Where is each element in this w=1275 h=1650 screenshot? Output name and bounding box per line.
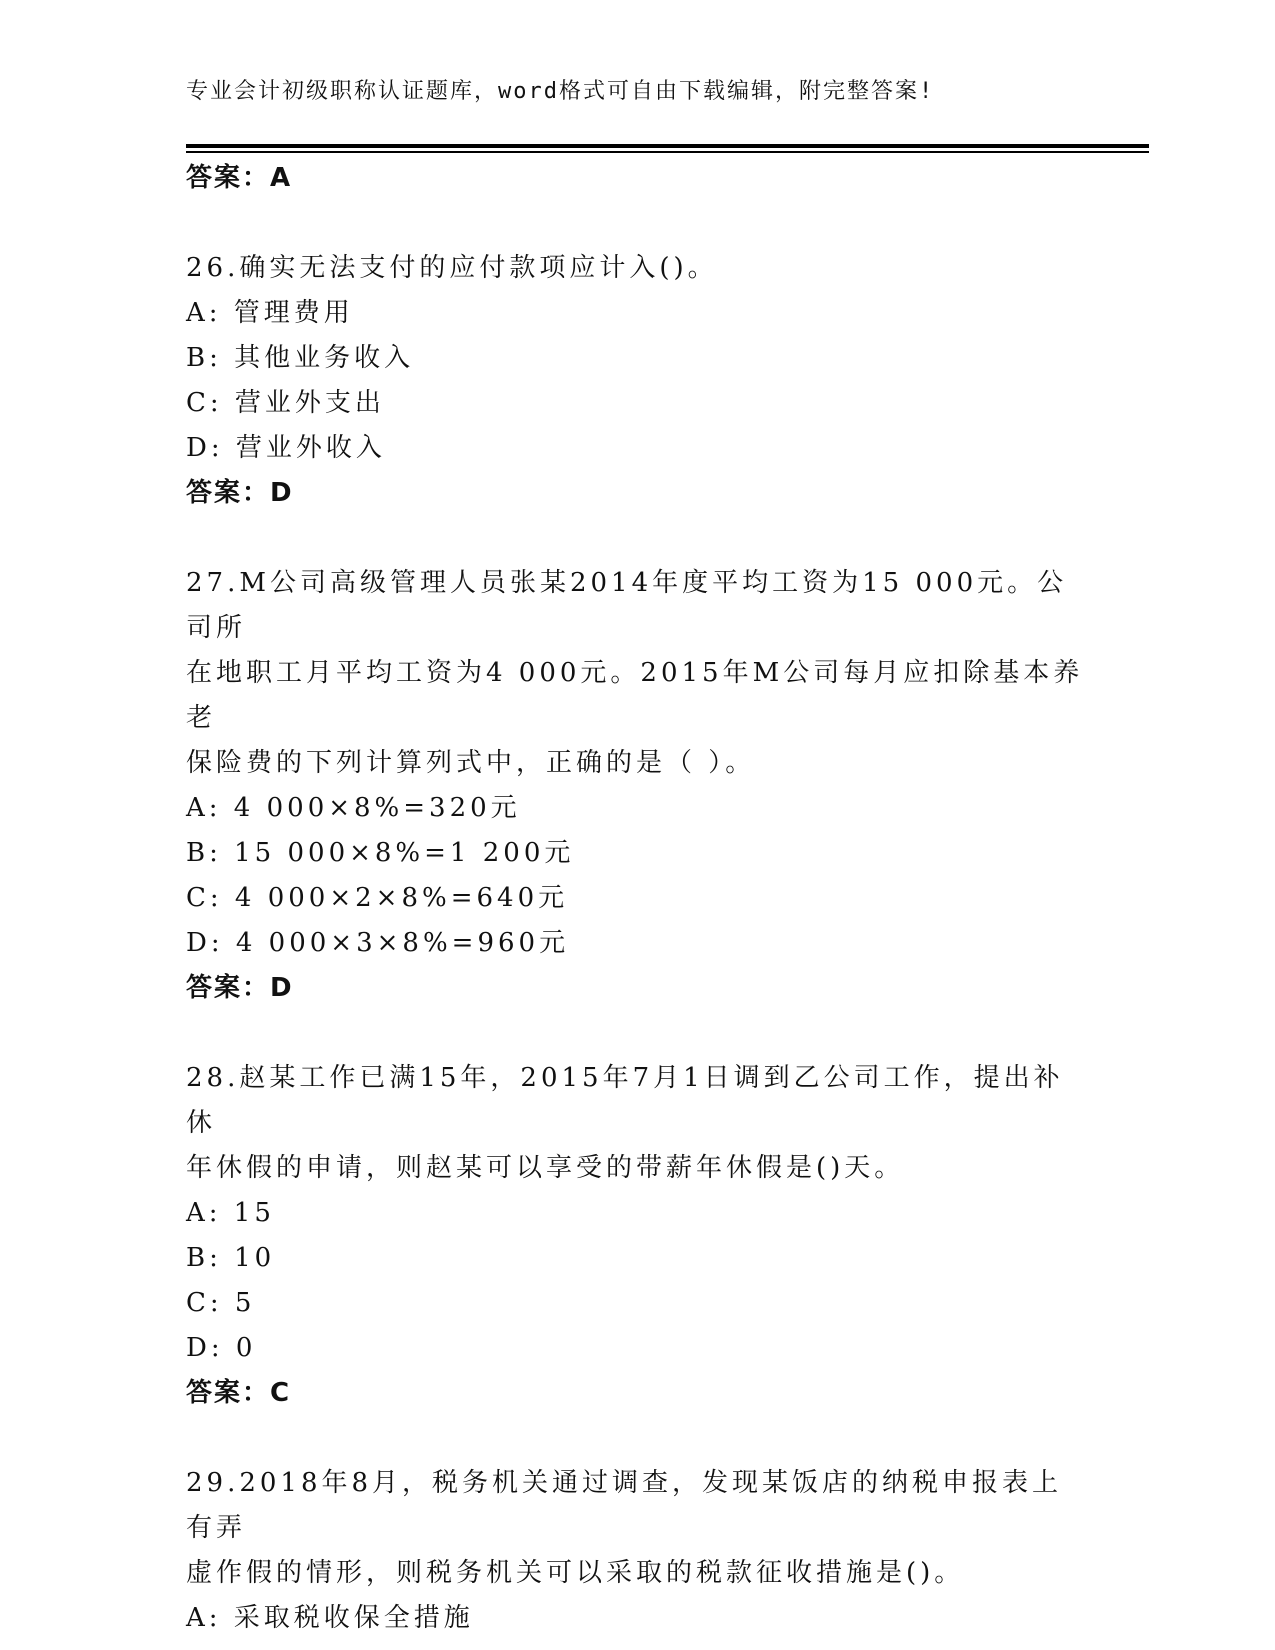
question-block bbox=[186, 246, 1086, 516]
option-a: A: 管理费用 bbox=[186, 298, 354, 328]
answer-line: 答案：A bbox=[186, 163, 293, 193]
option-a: A: 4 000×8%=320元 bbox=[186, 793, 521, 823]
question-stem: 29.2018年8月，税务机关通过调查，发现某饭店的纳税申报表上有弄 bbox=[186, 1468, 1063, 1543]
option-c: C: 营业外支出 bbox=[186, 388, 385, 418]
option-b: B: 其他业务收入 bbox=[186, 343, 415, 373]
question-block bbox=[186, 1461, 1086, 1641]
question-stem: 虚作假的情形，则税务机关可以采取的税款征收措施是()。 bbox=[186, 1558, 965, 1588]
option-d: D: 0 bbox=[186, 1333, 257, 1363]
question-stem: 26.确实无法支付的应付款项应计入()。 bbox=[186, 253, 718, 283]
question-block bbox=[186, 1056, 1086, 1416]
question-stem: 27.M公司高级管理人员张某2014年度平均工资为15 000元。公司所 bbox=[186, 568, 1068, 643]
spacer bbox=[186, 516, 1086, 561]
question-stem: 28.赵某工作已满15年，2015年7月1日调到乙公司工作，提出补休 bbox=[186, 1063, 1064, 1138]
option-a: A: 采取税收保全措施 bbox=[186, 1603, 474, 1633]
option-b: B: 10 bbox=[186, 1243, 276, 1273]
question-stem: 在地职工月平均工资为4 000元。2015年M公司每月应扣除基本养老 bbox=[186, 658, 1084, 733]
question-list bbox=[186, 156, 1086, 1641]
page-header: 专业会计初级职称认证题库，word格式可自由下载编辑，附完整答案! bbox=[186, 79, 935, 104]
answer-line: 答案：C bbox=[186, 1378, 292, 1408]
answer-line: 答案：D bbox=[186, 478, 294, 508]
question-stem: 保险费的下列计算列式中，正确的是（ ）。 bbox=[186, 748, 756, 778]
answer-line: 答案：D bbox=[186, 973, 294, 1003]
option-b: B: 15 000×8%=1 200元 bbox=[186, 838, 575, 868]
spacer bbox=[186, 1011, 1086, 1056]
option-d: D: 营业外收入 bbox=[186, 433, 386, 463]
spacer bbox=[186, 1416, 1086, 1461]
question-block bbox=[186, 561, 1086, 1011]
question-stem: 年休假的申请，则赵某可以享受的带薪年休假是()天。 bbox=[186, 1153, 905, 1183]
header-rule-thick bbox=[186, 144, 1149, 148]
option-c: C: 5 bbox=[186, 1288, 256, 1318]
option-c: C: 4 000×2×8%=640元 bbox=[186, 883, 569, 913]
option-a: A: 15 bbox=[186, 1198, 275, 1228]
option-d: D: 4 000×3×8%=960元 bbox=[186, 928, 570, 958]
spacer bbox=[186, 201, 1086, 246]
header-rule-thin bbox=[186, 151, 1149, 153]
